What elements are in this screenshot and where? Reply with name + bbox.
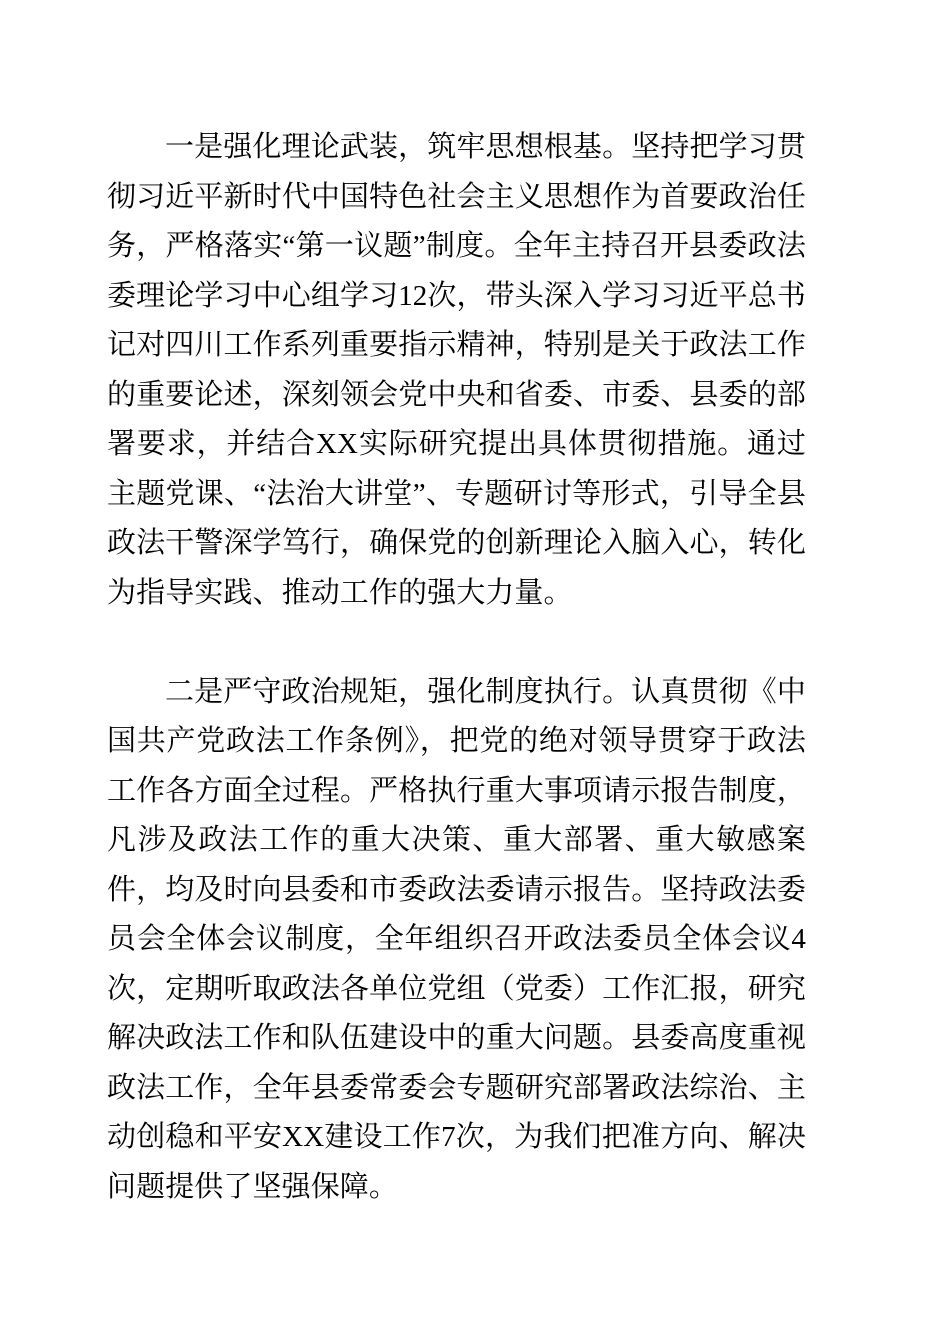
- paragraph-political-discipline: 二是严守政治规矩，强化制度执行。认真贯彻《中国共产党政法工作条例》，把党的绝对领导贯穿于政法工作各方面全过程。严格执行重大事项请示报告制度，凡涉及政法工作的重大决策、重大部署、重大敏感案件，均及时向县委和市委政法委请示报告。坚持政法委员会全体会议制度，全年组织召开政法委员全体会议4次，定期听取政法各单位党组（党委）工作汇报，研究解决政法工作和队伍建设中的重大问题。县委高度重视政法工作，全年县委常委会专题研究部署政法综治、主动创稳和平安XX建设工作7次，为我们把准方向、解决问题提供了坚强保障。: [107, 675, 806, 1203]
- paragraph-theory-armament: 一是强化理论武装，筑牢思想根基。坚持把学习贯彻习近平新时代中国特色社会主义思想作为首要政治任务，严格落实“第一议题”制度。全年主持召开县委政法委理论学习中心组学习12次，带头深入学习习近平总书记对四川工作系列重要指示精神，特别是关于政法工作的重要论述，深刻领会党中央和省委、市委、县委的部署要求，并结合XX实际研究提出具体贯彻措施。通过主题党课、“法治大讲堂”、专题研讨等形式，引导全县政法干警深学笃行，确保党的创新理论入脑入心，转化为指导实践、推动工作的强大力量。: [107, 131, 806, 609]
